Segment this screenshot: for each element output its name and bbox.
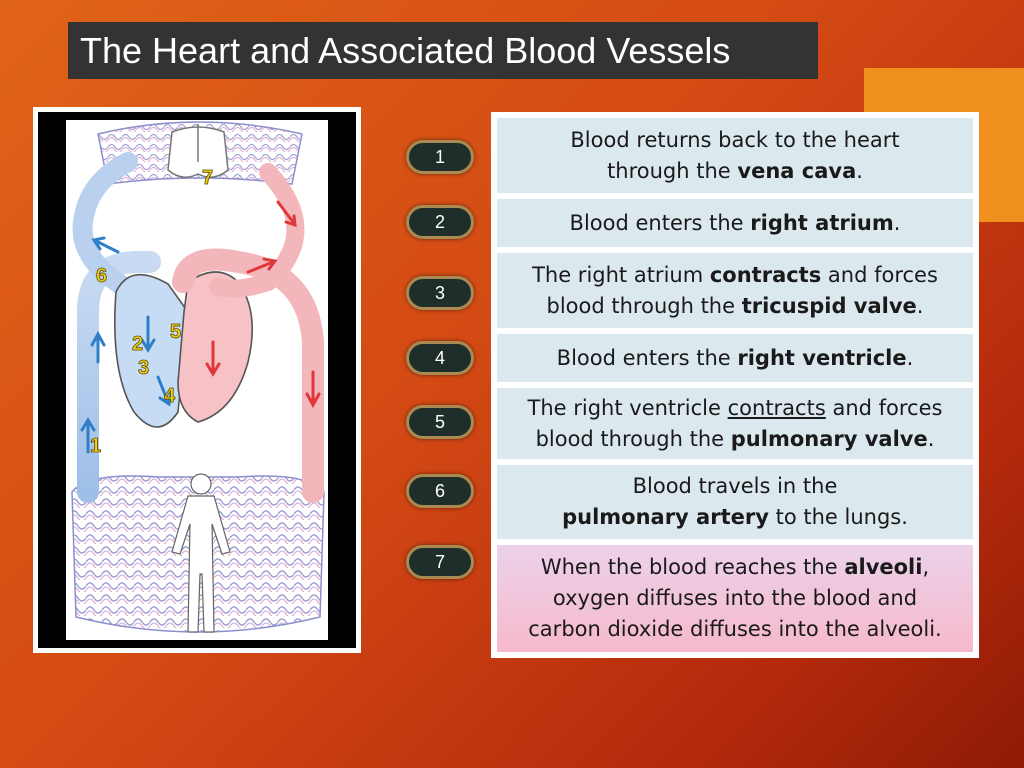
step-number-3: 3: [406, 276, 474, 310]
step-box-7: [497, 545, 973, 652]
step-2-text: Blood enters the right atrium.: [569, 210, 901, 235]
step-box-4: [497, 334, 973, 382]
diagram-label-4: 4: [164, 385, 176, 407]
step-1-line2: through the vena cava.: [607, 158, 863, 183]
step-box-2: [497, 199, 973, 247]
step-box-3: [497, 253, 973, 328]
diagram-label-1: 1: [90, 435, 102, 457]
diagram-label-2: 2: [132, 333, 144, 355]
step-6-line2: pulmonary artery to the lungs.: [562, 505, 908, 529]
diagram-label-3: 3: [138, 357, 150, 379]
circulation-svg: [38, 112, 356, 648]
step-5-line2: blood through the pulmonary valve.: [535, 426, 935, 451]
step-7-line1: When the blood reaches the alveoli,: [540, 555, 930, 579]
circulation-diagram: [33, 107, 361, 653]
step-number-2: 2: [406, 205, 474, 239]
diagram-label-7: 7: [202, 167, 214, 189]
step-7-line3: carbon dioxide diffuses into the alveoli.: [528, 617, 942, 641]
step-number-5: 5: [406, 405, 474, 439]
step-number-4: 4: [406, 341, 474, 375]
step-3-line1: The right atrium contracts and forces: [532, 262, 938, 287]
step-number-7: 7: [406, 545, 474, 579]
step-box-5: [497, 388, 973, 459]
step-7-line2: oxygen diffuses into the blood and: [552, 586, 918, 610]
steps-panel: [491, 112, 979, 658]
diagram-label-6: 6: [96, 265, 108, 287]
step-box-1: [497, 118, 973, 193]
step-number-1: 1: [406, 140, 474, 174]
step-box-6: [497, 465, 973, 539]
step-3-line2: blood through the tricuspid valve.: [546, 293, 924, 318]
step-5-line1: The right ventricle contracts and forces: [527, 395, 943, 420]
diagram-canvas: [38, 112, 356, 648]
step-4-text: Blood enters the right ventricle.: [556, 345, 914, 370]
step-6-line1: Blood travels in the: [632, 474, 838, 498]
step-number-6: 6: [406, 474, 474, 508]
diagram-label-5: 5: [170, 321, 182, 343]
slide-title: The Heart and Associated Blood Vessels: [68, 22, 818, 79]
step-1-line1: Blood returns back to the heart: [570, 127, 900, 152]
